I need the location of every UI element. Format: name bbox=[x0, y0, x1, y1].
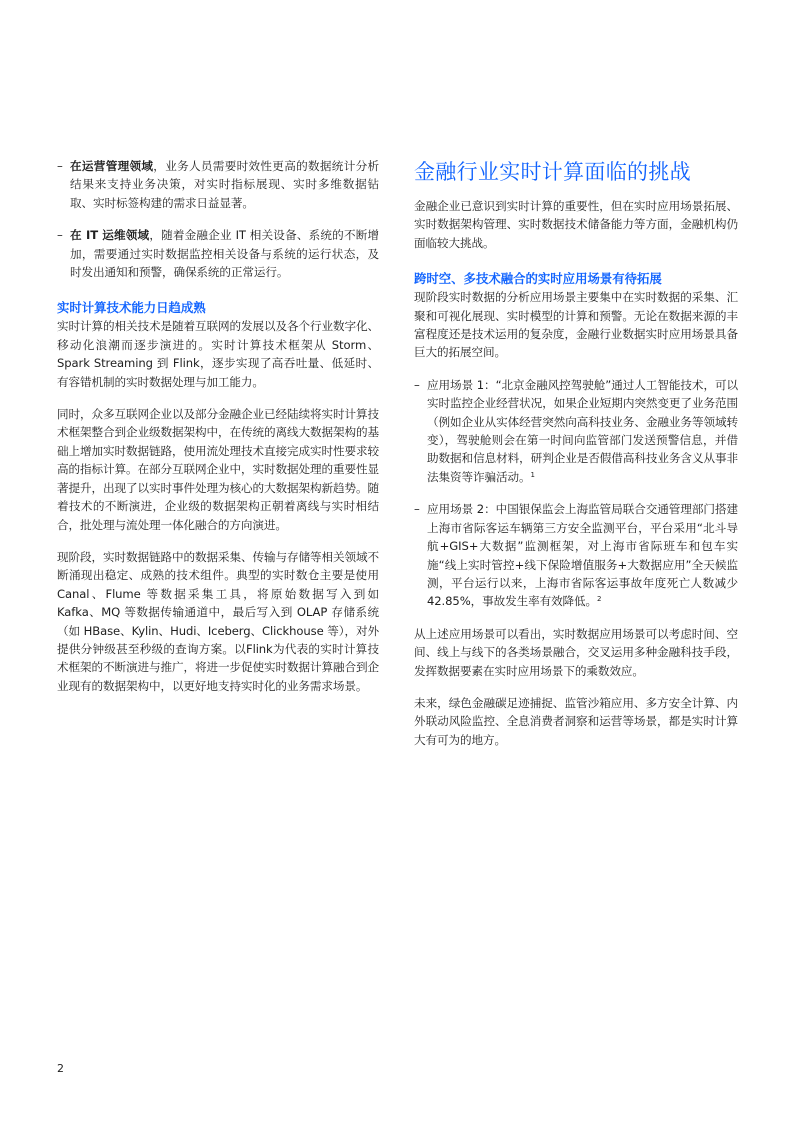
section-title-scenarios: 跨时空、多技术融合的实时应用场景有待拓展 bbox=[414, 271, 662, 287]
bullet-text: ，随着金融企业 IT 相关设备、系统的不断增加，需要通过实时数据监控相关设备与系统的运行状态，及时发出通知和预警，确保系统的正常运行。 bbox=[70, 228, 379, 280]
footnote-ref: 1 bbox=[530, 470, 535, 479]
bullet-text: 应用场景 1：“北京金融风控驾驶舱”通过人工智能技术，可以实时监控企业经营状况，如果企业短期内突然变更了业务范围（例如企业从实体经营突然向高科技业务、金融业务等领域转变），驾驶舱则会在第一时间向监管部门发送预警信息，并借助数据和信息材料，研判企业是否假借高科技业务含义从事非法集资等诈骗活动。 bbox=[427, 377, 738, 484]
bullet-dash: – bbox=[414, 377, 420, 392]
paragraph: 从上述应用场景可以看出，实时数据应用场景可以考虑时间、空间、线上与线下的各类场景融合，交叉运用多种金融科技手段，发挥数据要素在实时应用场景下的乘数效应。 bbox=[414, 626, 738, 678]
bullet-bold-label: 在 IT 运维领域 bbox=[70, 228, 150, 243]
footnote-ref: 2 bbox=[597, 595, 602, 604]
bullet-it-ops bbox=[57, 226, 379, 281]
bullet-dash: – bbox=[57, 159, 63, 173]
paragraph: 金融企业已意识到实时计算的重要性，但在实时应用场景拓展、实时数据架构管理、实时数据技术储备能力等方面，金融机构仍面临较大挑战。 bbox=[414, 199, 738, 250]
bullet-bold-label: 在运营管理领域 bbox=[70, 159, 154, 173]
bullet-text: ，业务人员需要时效性更高的数据统计分析结果来支持业务决策，对实时指标展现、实时多维数据钻取、实时标签构建的需求日益显著。 bbox=[70, 159, 379, 210]
section-title-tech-maturity: 实时计算技术能力日趋成熟 bbox=[57, 300, 206, 316]
paragraph: 现阶段，实时数据链路中的数据采集、传输与存储等相关领域不断涌现出稳定、成熟的技术组件。典型的实时数仓主要是使用 Canal、Flume 等数据采集工具，将原始数据写入到如 Kafka、MQ 等数据传输通道中，最后写入到 OLAP 存储系统（如 HBase、Kylin、Hudi、Iceberg、Clickhouse 等），对外提供分钟级甚至秒级的查询方案。以Flink为代表的实时计算技术框架的不断演进与推广，将进一步促使实时数据计算融合到企业现有的数据架构中，以更好地支持实时化的业务需求场景。 bbox=[57, 549, 379, 693]
left-column bbox=[57, 157, 379, 695]
bullet-dash: – bbox=[57, 228, 63, 243]
paragraph: 未来，绿色金融碳足迹捕捉、监管沙箱应用、多方安全计算、内外联动风险监控、全息消费者洞察和运营等场景，都是实时计算大有可为的地方。 bbox=[414, 695, 738, 747]
bullet-text: 应用场景 2：中国银保监会上海监管局联合交通管理部门搭建上海市省际客运车辆第三方安全监测平台，平台采用“北斗导航+GIS+大数据”监测框架，对上海市省际班车和包车实施“线上实时管控+线下保险增值服务+大数据应用”全天候监测，平台运行以来，上海市省际客运事故年度死亡人数减少 42.85%，事故发生率有效降低。 bbox=[427, 502, 738, 609]
bullet-operations bbox=[57, 157, 379, 212]
paragraph: 同时，众多互联网企业以及部分金融企业已经陆续将实时计算技术框架整合到企业级数据架构中，在传统的离线大数据架构的基础上增加实时数据链路，使用流处理技术直接完成实时性要求较高的指标计算。在部分互联网企业中，实时数据处理的重要性显著提升，出现了以实时事件处理为核心的大数据架构新趋势。随着技术的不断演进，企业级的数据架构正朝着离线与实时相结合，批处理与流处理一体化融合的方向演进。 bbox=[57, 407, 379, 532]
page-number: 2 bbox=[57, 1062, 64, 1075]
page-heading: 金融行业实时计算面临的挑战 bbox=[414, 160, 691, 184]
bullet-scenario-2 bbox=[414, 500, 738, 610]
bullet-dash: – bbox=[414, 502, 420, 517]
paragraph: 现阶段实时数据的分析应用场景主要集中在实时数据的采集、汇聚和可视化展现、实时模型的计算和预警。无论在数据来源的丰富程度还是技术运用的复杂度，金融行业数据实时应用场景具备巨大的拓展空间。 bbox=[414, 290, 738, 360]
paragraph: 实时计算的相关技术是随着互联网的发展以及各个行业数字化、移动化浪潮而逐步演进的。实时计算技术框架从 Storm、Spark Streaming 到 Flink，逐步实现了高吞吐量、低延时、有容错机制的实时数据处理与加工能力。 bbox=[57, 319, 379, 389]
bullet-scenario-1 bbox=[414, 376, 738, 486]
right-column bbox=[414, 157, 738, 749]
